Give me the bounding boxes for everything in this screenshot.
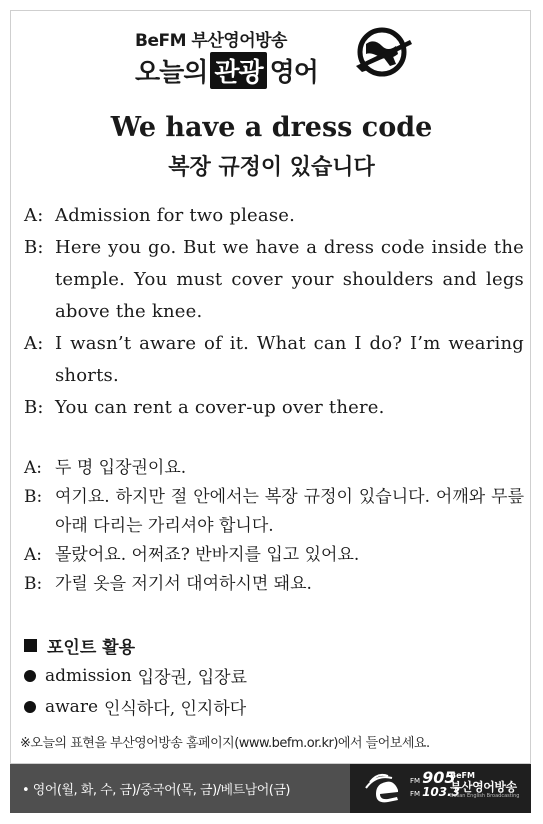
dialogue-line — [24, 454, 524, 483]
point-item — [24, 691, 524, 722]
dialogue-line — [24, 232, 524, 328]
station-small: BeFM — [450, 771, 475, 780]
footer-schedule: • 영어(월, 화, 수, 금)/중국어(목, 금)/베트남어(금) — [10, 764, 350, 813]
speaker: A: — [24, 458, 43, 478]
dialogue-line — [24, 200, 524, 232]
speaker: A: — [24, 205, 44, 226]
dialogue-line — [24, 541, 524, 570]
brand-main — [135, 52, 318, 89]
header — [0, 18, 543, 98]
point-meaning: 입장권, 입장료 — [137, 668, 247, 688]
brand-top: BeFM 부산영어방송 — [135, 31, 287, 51]
fm-tag: FM — [410, 790, 421, 798]
brand-main-before: 오늘의 — [135, 58, 208, 88]
dialogue-ko — [24, 454, 524, 599]
globe-plane-icon — [352, 24, 416, 80]
speaker: A: — [24, 545, 43, 565]
e-logo-icon — [364, 770, 408, 806]
dialogue-line — [24, 392, 524, 424]
speaker: B: — [24, 487, 43, 507]
point-item — [24, 660, 524, 691]
brand-main-after: 영어 — [269, 58, 318, 88]
station-name — [450, 772, 519, 799]
bullet-icon — [24, 670, 36, 682]
station-en: Busan English Broadcasting — [450, 792, 520, 799]
website-note: ※오늘의 표현을 부산영어방송 홈페이지(www.befm.or.kr)에서 들어보세요. — [20, 736, 430, 751]
point-title-text: 포인트 활용 — [47, 637, 136, 658]
line-text: 두 명 입장권이요. — [55, 458, 187, 478]
footer-logo — [350, 764, 531, 813]
dialogue-line — [24, 328, 524, 392]
station-ko: 부산영어방송 — [450, 779, 517, 794]
brand-main-highlight: 관광 — [210, 52, 266, 89]
point-title — [24, 630, 524, 660]
line-text: Here you go. But we have a dress code inside the temple. You must cover your shoulders and legs above the knee. — [55, 237, 524, 322]
dialogue-line — [24, 570, 524, 599]
title-ko: 복장 규정이 있습니다 — [168, 155, 375, 180]
line-text: 여기요. 하지만 절 안에서는 복장 규정이 있습니다. 어깨와 무릎 아래 다리는 가리셔야 합니다. — [55, 487, 524, 536]
speaker: B: — [24, 397, 44, 418]
square-bullet-icon — [24, 639, 37, 652]
line-text: I wasn’t aware of it. What can I do? I’m wearing shorts. — [55, 333, 524, 386]
point-word: aware — [45, 696, 99, 717]
line-text: You can rent a cover-up over there. — [55, 397, 385, 418]
dialogue-en — [24, 200, 524, 424]
footer — [10, 764, 531, 813]
speaker: B: — [24, 237, 44, 258]
fm-905: 905 — [422, 768, 456, 787]
line-text: 몰랐어요. 어쩌죠? 반바지를 입고 있어요. — [55, 545, 360, 565]
fm-1033: 103.3 — [422, 785, 461, 799]
bullet-icon — [24, 701, 36, 713]
point-meaning: 인식하다, 인지하다 — [104, 699, 247, 719]
speaker: A: — [24, 333, 44, 354]
point-section — [24, 630, 524, 722]
dialogue-line — [24, 483, 524, 541]
speaker: B: — [24, 574, 43, 594]
title-en: We have a dress code — [110, 112, 433, 143]
fm-tag: FM — [410, 777, 421, 785]
line-text: 가릴 옷을 저기서 대여하시면 돼요. — [55, 574, 312, 594]
point-word: admission — [45, 665, 132, 686]
line-text: Admission for two please. — [55, 205, 296, 226]
